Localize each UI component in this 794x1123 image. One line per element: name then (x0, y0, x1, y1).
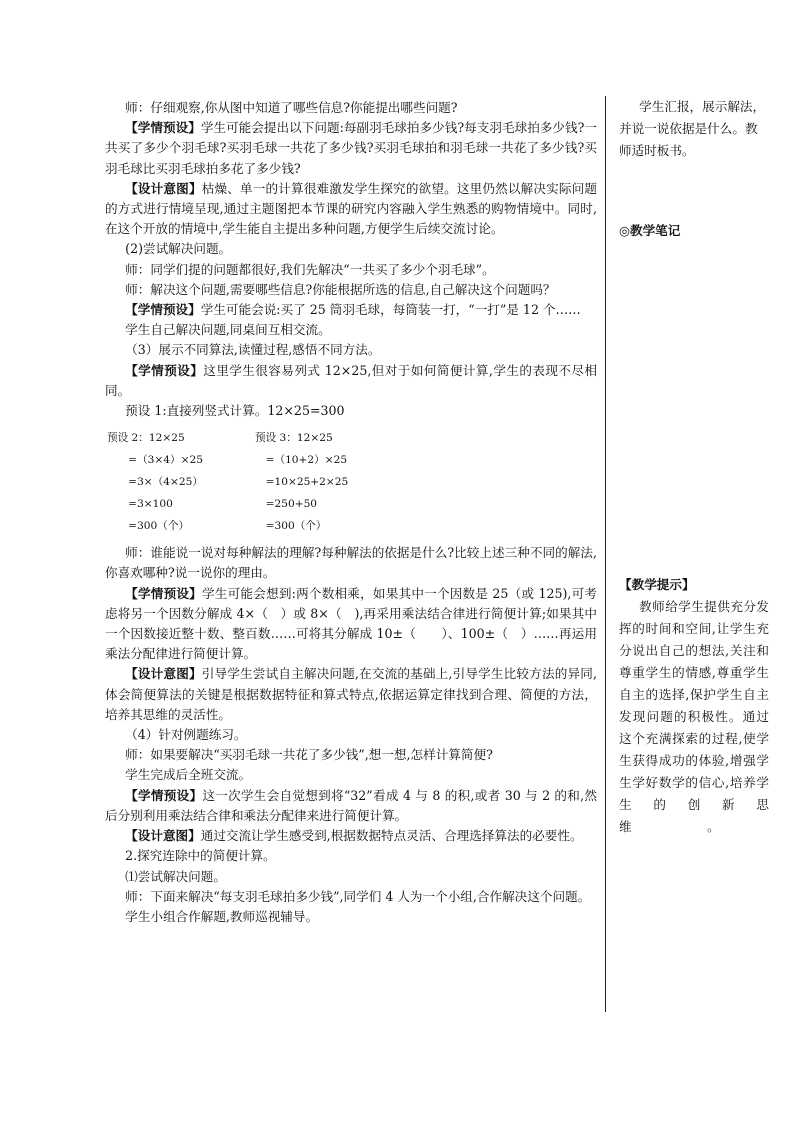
side-teaching-tip (619, 574, 769, 838)
teacher-line: 师：仔细观察,你从图中知道了哪些信息?你能提出哪些问题? (125, 100, 458, 115)
teacher-line: 师：谁能说一说对每种解法的理解?每种解法的依据是什么?比较上述三种不同的解法,你喜欢哪种?说一说你的理由。 (105, 545, 597, 581)
calc-line: 预设 3：12×25 (255, 432, 333, 445)
teacher-line: 师：解决这个问题,需要哪些信息?你能根据所选的信息,自己解决这个问题吗？ (125, 281, 556, 297)
student-line: 学生自己解决问题,同桌间互相交流。 (125, 322, 331, 338)
step-heading: ⑴尝试解决问题。 (125, 868, 226, 884)
student-line: 学生小组合作解题,教师巡视辅导。 (125, 908, 319, 924)
paragraph-preset: 【学情预设】学生可能会提出以下问题:每副羽毛球拍多少钱?每支羽毛球拍多少钱?一共买了多少个羽毛球?买羽毛球一共花了多少钱?买羽毛球拍和羽毛球一共花了多少钱?买羽毛球比买羽毛球拍多花了多少钱? (105, 120, 598, 176)
paragraph-design: 【设计意图】引导学生尝试自主解决问题,在交流的基础上,引导学生比较方法的异同,体会简便算法的关键是根据数据特征和算式特点,依据运算定律找到合理、简便的方法，培养其思维的灵活性。 (105, 666, 598, 722)
teacher-line: 师：同学们提的问题都很好,我们先解决“一共买了多少个羽毛球”。 (125, 261, 495, 277)
calc-line: =3×100 (107, 498, 173, 511)
calc-line: =300（个） (255, 520, 327, 533)
main-column (105, 98, 597, 927)
calc-line: 预设 2：12×25 (107, 432, 185, 445)
teaching-notes-heading: ◎教学笔记 (619, 223, 681, 238)
side-note-report (619, 96, 769, 162)
teaching-tip-text: 教师给学生提供充分发挥的时间和空间,让学生充分说出自己的想法,关注和尊重学生的情感,尊重学生自主的选择,保护学生自主发现问题的积极性。通过这个充满探索的过程,使学生获得成功的体验,增强学生学好数学的信心,培养学生的创新思维 。 (619, 599, 769, 834)
preset-1-line: 预设 1:直接列竖式计算。12×25=300 (125, 403, 345, 419)
column-divider (605, 96, 606, 1012)
section-heading: 2.探究连除中的简便计算。 (125, 848, 276, 864)
paragraph-preset: 【学情预设】学生可能会想到:两个数相乘，如果其中一个因数是 25（或 125),可考虑将另一个因数分解成 4×（ ）或 8×（ ),再采用乘法结合律进行简便计算;如果其中一个因数接近整十数、整百数……可将其分解成 10±（ ）、100±（ ）……再运用乘法分配律进行简便计算。 (105, 585, 598, 662)
preset-2-column (107, 427, 203, 537)
calc-line: =250+50 (255, 498, 318, 511)
label-design: 【设计意图】 (125, 828, 201, 844)
step-heading: （4）针对例题练习。 (125, 727, 247, 743)
calc-line: =（3×4）×25 (107, 454, 203, 467)
calc-line: =3×（4×25） (107, 476, 203, 489)
paragraph-design: 【设计意图】枯燥、单一的计算很难激发学生探究的欲望。这里仍然以解决实际问题的方式进行情境呈现,通过主题图把本节课的研究内容融入学生熟悉的购物情境中。同时,在这个开放的情境中,学生能自主提出多种问题,方便学生后续交流讨论。 (105, 180, 598, 237)
calc-line: =300（个） (107, 520, 190, 533)
step-heading: (2)尝试解决问题。 (125, 241, 232, 257)
label-preset: 【学情预设】 (125, 302, 201, 318)
label-preset: 【学情预设】 (125, 585, 202, 601)
teaching-tip-heading: 【教学提示】 (619, 577, 695, 592)
preset-3-column (255, 427, 348, 537)
paragraph-preset: 【学情预设】这里学生很容易列式 12×25,但对于如何简便计算,学生的表现不尽相同。 (105, 362, 597, 398)
teacher-line: 师：下面来解决“每支羽毛球拍多少钱”,同学们 4 人为一个小组,合作解决这个问题。 (125, 888, 591, 904)
calculation-figure (105, 427, 597, 535)
paragraph-design: 【设计意图】通过交流让学生感受到,根据数据特点灵活、合理选择算法的必要性。 (125, 828, 583, 844)
calc-line: =（10+2）×25 (255, 454, 348, 467)
student-line: 学生完成后全班交流。 (125, 767, 252, 783)
teacher-line: 师：如果要解决“买羽毛球一共花了多少钱”,想一想,怎样计算简便? (125, 747, 493, 763)
side-note-text: 学生汇报，展示解法，并说一说依据是什么。教师适时板书。 (619, 99, 766, 158)
paragraph-preset: 【学情预设】学生可能会说:买了 25 筒羽毛球，每筒装一打，“一打”是 12 个…… (125, 302, 581, 318)
paragraph-preset: 【学情预设】这一次学生会自觉想到将“32”看成 4 与 8 的积,或者 30 与 2 的和,然后分别利用乘法结合律和乘法分配律来进行简便计算。 (105, 787, 598, 823)
step-heading: （3）展示不同算法,读懂过程,感悟不同方法。 (125, 342, 381, 358)
label-preset: 【学情预设】 (125, 120, 201, 136)
calc-line: =10×25+2×25 (255, 476, 349, 489)
side-teaching-notes (619, 220, 769, 242)
label-preset: 【学情预设】 (125, 362, 204, 378)
label-preset: 【学情预设】 (125, 787, 203, 803)
label-design: 【设计意图】 (125, 180, 202, 196)
label-design: 【设计意图】 (125, 666, 202, 682)
